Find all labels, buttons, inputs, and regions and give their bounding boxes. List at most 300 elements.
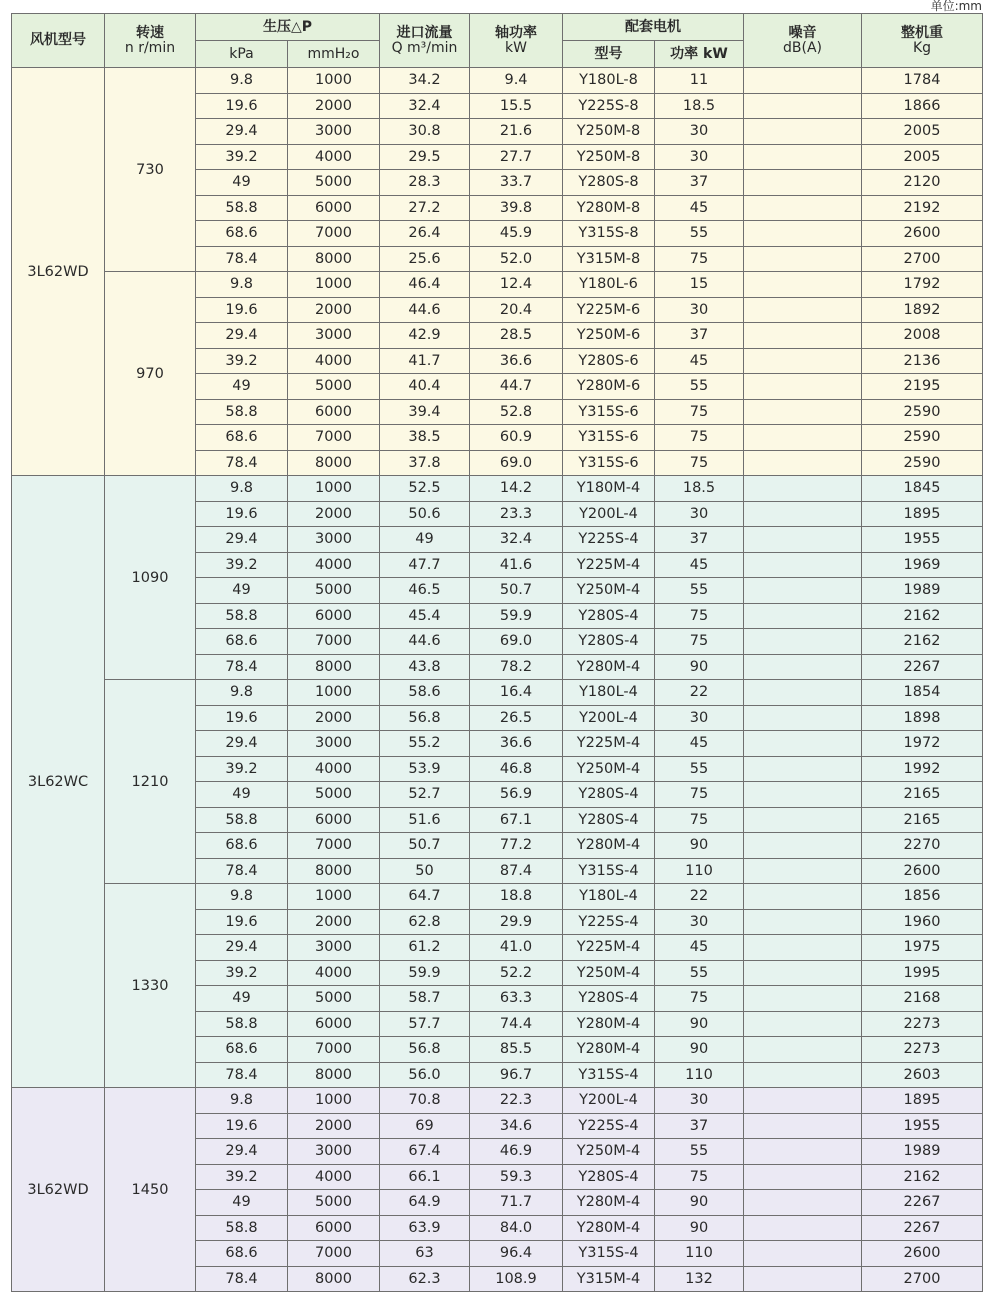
cell-motor-power: 75 [655,782,744,808]
cell-kpa: 9.8 [196,68,288,94]
cell-motor-type: Y225M-4 [563,935,655,961]
cell-flow: 63.9 [380,1215,470,1241]
cell-flow: 43.8 [380,654,470,680]
cell-model: 3L62WD [12,1088,105,1292]
cell-motor-power: 22 [655,680,744,706]
cell-kpa: 39.2 [196,960,288,986]
header-speed: 转速 n r/min [105,14,196,68]
cell-motor-power: 11 [655,68,744,94]
cell-speed: 1210 [105,680,196,884]
cell-weight: 2600 [862,221,983,247]
cell-motor-type: Y225S-4 [563,909,655,935]
cell-flow: 58.7 [380,986,470,1012]
header-mmh2o: mmH₂o [288,41,380,68]
cell-shaft-power: 33.7 [470,170,563,196]
cell-mmh2o: 1000 [288,68,380,94]
cell-mmh2o: 7000 [288,833,380,859]
cell-flow: 47.7 [380,552,470,578]
cell-motor-type: Y180L-4 [563,680,655,706]
cell-kpa: 78.4 [196,654,288,680]
cell-kpa: 49 [196,374,288,400]
cell-noise [744,170,862,196]
cell-weight: 2005 [862,144,983,170]
cell-mmh2o: 8000 [288,450,380,476]
cell-motor-power: 30 [655,501,744,527]
cell-speed: 970 [105,272,196,476]
cell-mmh2o: 1000 [288,884,380,910]
cell-motor-type: Y225S-8 [563,93,655,119]
cell-motor-power: 75 [655,807,744,833]
cell-flow: 62.3 [380,1266,470,1292]
cell-shaft-power: 56.9 [470,782,563,808]
header-flow: 进口流量 Q m³/min [380,14,470,68]
cell-mmh2o: 3000 [288,119,380,145]
cell-noise [744,1190,862,1216]
header-weight: 整机重 Kg [862,14,983,68]
cell-flow: 56.8 [380,705,470,731]
cell-kpa: 49 [196,1190,288,1216]
cell-motor-type: Y315S-6 [563,450,655,476]
cell-shaft-power: 45.9 [470,221,563,247]
cell-noise [744,246,862,272]
table-row [12,476,983,502]
cell-motor-type: Y280M-4 [563,1011,655,1037]
cell-motor-power: 90 [655,654,744,680]
cell-shaft-power: 69.0 [470,450,563,476]
cell-kpa: 19.6 [196,297,288,323]
cell-motor-power: 30 [655,705,744,731]
cell-noise [744,221,862,247]
cell-kpa: 19.6 [196,501,288,527]
cell-kpa: 29.4 [196,935,288,961]
table-row [12,884,983,910]
cell-weight: 2267 [862,1215,983,1241]
cell-shaft-power: 77.2 [470,833,563,859]
cell-motor-power: 55 [655,960,744,986]
cell-shaft-power: 71.7 [470,1190,563,1216]
cell-kpa: 29.4 [196,119,288,145]
cell-kpa: 19.6 [196,705,288,731]
cell-mmh2o: 3000 [288,323,380,349]
cell-weight: 2120 [862,170,983,196]
cell-noise [744,399,862,425]
cell-motor-power: 45 [655,552,744,578]
cell-flow: 58.6 [380,680,470,706]
cell-flow: 46.5 [380,578,470,604]
cell-noise [744,858,862,884]
cell-motor-type: Y280M-6 [563,374,655,400]
cell-motor-power: 110 [655,858,744,884]
cell-kpa: 39.2 [196,552,288,578]
cell-motor-type: Y200L-4 [563,501,655,527]
cell-weight: 1955 [862,1113,983,1139]
cell-motor-type: Y280S-4 [563,807,655,833]
table-header [12,14,983,68]
cell-noise [744,1164,862,1190]
cell-weight: 1866 [862,93,983,119]
cell-speed: 730 [105,68,196,272]
unit-label: 单位:mm [930,0,982,13]
cell-kpa: 19.6 [196,909,288,935]
cell-shaft-power: 52.8 [470,399,563,425]
cell-motor-type: Y250M-4 [563,1139,655,1165]
cell-weight: 2700 [862,246,983,272]
cell-kpa: 39.2 [196,144,288,170]
cell-noise [744,578,862,604]
cell-motor-power: 75 [655,246,744,272]
cell-weight: 2600 [862,1241,983,1267]
cell-mmh2o: 5000 [288,986,380,1012]
cell-kpa: 78.4 [196,1266,288,1292]
cell-kpa: 49 [196,578,288,604]
cell-mmh2o: 6000 [288,195,380,221]
cell-weight: 2603 [862,1062,983,1088]
cell-motor-power: 45 [655,195,744,221]
cell-shaft-power: 20.4 [470,297,563,323]
cell-mmh2o: 7000 [288,1241,380,1267]
cell-motor-type: Y280M-4 [563,1215,655,1241]
cell-weight: 1989 [862,578,983,604]
cell-weight: 1972 [862,731,983,757]
cell-motor-power: 90 [655,1190,744,1216]
cell-mmh2o: 5000 [288,1190,380,1216]
cell-flow: 38.5 [380,425,470,451]
cell-mmh2o: 8000 [288,1062,380,1088]
cell-noise [744,629,862,655]
cell-flow: 52.7 [380,782,470,808]
cell-motor-type: Y280M-4 [563,1190,655,1216]
cell-noise [744,1011,862,1037]
cell-shaft-power: 34.6 [470,1113,563,1139]
cell-flow: 63 [380,1241,470,1267]
cell-mmh2o: 5000 [288,374,380,400]
cell-flow: 70.8 [380,1088,470,1114]
cell-weight: 1892 [862,297,983,323]
cell-weight: 2273 [862,1037,983,1063]
cell-mmh2o: 4000 [288,348,380,374]
cell-noise [744,884,862,910]
cell-motor-power: 55 [655,578,744,604]
cell-motor-type: Y250M-4 [563,960,655,986]
cell-weight: 2590 [862,399,983,425]
cell-motor-power: 75 [655,603,744,629]
cell-noise [744,68,862,94]
cell-weight: 2267 [862,654,983,680]
cell-mmh2o: 4000 [288,552,380,578]
cell-flow: 57.7 [380,1011,470,1037]
cell-flow: 26.4 [380,221,470,247]
cell-noise [744,960,862,986]
cell-flow: 51.6 [380,807,470,833]
cell-kpa: 39.2 [196,348,288,374]
cell-weight: 2195 [862,374,983,400]
cell-shaft-power: 16.4 [470,680,563,706]
cell-flow: 49 [380,527,470,553]
cell-kpa: 29.4 [196,323,288,349]
cell-motor-type: Y280S-4 [563,603,655,629]
cell-weight: 2273 [862,1011,983,1037]
cell-shaft-power: 39.8 [470,195,563,221]
cell-motor-type: Y280S-4 [563,782,655,808]
cell-mmh2o: 4000 [288,144,380,170]
cell-motor-type: Y250M-8 [563,119,655,145]
cell-flow: 29.5 [380,144,470,170]
cell-weight: 1856 [862,884,983,910]
cell-weight: 2165 [862,807,983,833]
cell-mmh2o: 3000 [288,1139,380,1165]
cell-flow: 30.8 [380,119,470,145]
cell-motor-type: Y315S-4 [563,1062,655,1088]
cell-shaft-power: 87.4 [470,858,563,884]
header-shaft-power: 轴功率 kW [470,14,563,68]
cell-weight: 1960 [862,909,983,935]
cell-noise [744,450,862,476]
cell-noise [744,552,862,578]
cell-motor-power: 45 [655,731,744,757]
cell-shaft-power: 32.4 [470,527,563,553]
cell-noise [744,833,862,859]
cell-kpa: 58.8 [196,603,288,629]
cell-flow: 25.6 [380,246,470,272]
cell-motor-type: Y225S-4 [563,527,655,553]
cell-weight: 1895 [862,1088,983,1114]
cell-flow: 62.8 [380,909,470,935]
header-motor-type: 型号 [563,41,655,68]
cell-shaft-power: 85.5 [470,1037,563,1063]
cell-noise [744,756,862,782]
cell-motor-power: 37 [655,170,744,196]
cell-motor-type: Y280M-4 [563,833,655,859]
cell-shaft-power: 96.4 [470,1241,563,1267]
cell-weight: 1898 [862,705,983,731]
cell-noise [744,680,862,706]
cell-motor-type: Y250M-4 [563,756,655,782]
cell-motor-type: Y315S-4 [563,1241,655,1267]
cell-noise [744,527,862,553]
cell-weight: 2005 [862,119,983,145]
cell-flow: 66.1 [380,1164,470,1190]
cell-weight: 2590 [862,425,983,451]
cell-mmh2o: 5000 [288,578,380,604]
cell-weight: 1854 [862,680,983,706]
cell-weight: 1895 [862,501,983,527]
cell-flow: 44.6 [380,629,470,655]
cell-kpa: 78.4 [196,450,288,476]
cell-shaft-power: 60.9 [470,425,563,451]
cell-noise [744,1062,862,1088]
cell-noise [744,909,862,935]
cell-motor-type: Y315S-6 [563,399,655,425]
fan-spec-table [11,13,983,1292]
cell-shaft-power: 50.7 [470,578,563,604]
cell-shaft-power: 59.3 [470,1164,563,1190]
cell-flow: 59.9 [380,960,470,986]
cell-flow: 27.2 [380,195,470,221]
cell-mmh2o: 6000 [288,399,380,425]
cell-shaft-power: 96.7 [470,1062,563,1088]
cell-motor-power: 37 [655,1113,744,1139]
cell-shaft-power: 41.6 [470,552,563,578]
header-motor-power: 功率 kW [655,41,744,68]
cell-mmh2o: 8000 [288,654,380,680]
cell-noise [744,986,862,1012]
cell-motor-power: 30 [655,119,744,145]
cell-motor-power: 37 [655,323,744,349]
cell-shaft-power: 15.5 [470,93,563,119]
cell-kpa: 9.8 [196,680,288,706]
cell-shaft-power: 74.4 [470,1011,563,1037]
cell-motor-power: 55 [655,374,744,400]
cell-noise [744,1113,862,1139]
cell-shaft-power: 46.8 [470,756,563,782]
cell-weight: 2700 [862,1266,983,1292]
cell-motor-type: Y250M-4 [563,578,655,604]
cell-shaft-power: 63.3 [470,986,563,1012]
cell-motor-power: 90 [655,1037,744,1063]
cell-kpa: 9.8 [196,1088,288,1114]
cell-noise [744,1088,862,1114]
cell-mmh2o: 5000 [288,170,380,196]
cell-weight: 1975 [862,935,983,961]
cell-motor-type: Y225M-4 [563,731,655,757]
cell-mmh2o: 7000 [288,425,380,451]
cell-noise [744,348,862,374]
cell-flow: 28.3 [380,170,470,196]
cell-mmh2o: 8000 [288,858,380,884]
cell-shaft-power: 36.6 [470,731,563,757]
cell-noise [744,1241,862,1267]
cell-motor-power: 45 [655,935,744,961]
cell-noise [744,501,862,527]
cell-shaft-power: 59.9 [470,603,563,629]
cell-flow: 50.6 [380,501,470,527]
cell-motor-power: 30 [655,297,744,323]
cell-shaft-power: 28.5 [470,323,563,349]
header-motor: 配套电机 [563,14,744,41]
cell-shaft-power: 27.7 [470,144,563,170]
cell-motor-power: 75 [655,1164,744,1190]
cell-mmh2o: 7000 [288,1037,380,1063]
cell-motor-type: Y180L-4 [563,884,655,910]
cell-flow: 55.2 [380,731,470,757]
cell-noise [744,705,862,731]
cell-kpa: 58.8 [196,195,288,221]
cell-kpa: 58.8 [196,1215,288,1241]
cell-kpa: 49 [196,170,288,196]
cell-motor-power: 90 [655,1215,744,1241]
header-noise: 噪音 dB(A) [744,14,862,68]
cell-model: 3L62WD [12,68,105,476]
cell-flow: 34.2 [380,68,470,94]
cell-mmh2o: 5000 [288,782,380,808]
cell-motor-power: 55 [655,756,744,782]
cell-motor-power: 18.5 [655,93,744,119]
cell-kpa: 29.4 [196,1139,288,1165]
cell-weight: 2168 [862,986,983,1012]
cell-flow: 37.8 [380,450,470,476]
cell-motor-type: Y180L-6 [563,272,655,298]
cell-noise [744,935,862,961]
table-row [12,272,983,298]
cell-motor-type: Y225M-4 [563,552,655,578]
cell-motor-power: 15 [655,272,744,298]
cell-mmh2o: 6000 [288,807,380,833]
cell-shaft-power: 21.6 [470,119,563,145]
cell-flow: 46.4 [380,272,470,298]
cell-kpa: 9.8 [196,884,288,910]
cell-noise [744,323,862,349]
cell-mmh2o: 8000 [288,246,380,272]
cell-mmh2o: 2000 [288,909,380,935]
cell-kpa: 58.8 [196,1011,288,1037]
cell-weight: 1995 [862,960,983,986]
cell-kpa: 68.6 [196,425,288,451]
cell-model: 3L62WC [12,476,105,1088]
cell-motor-power: 90 [655,833,744,859]
cell-flow: 56.0 [380,1062,470,1088]
cell-mmh2o: 3000 [288,935,380,961]
cell-kpa: 9.8 [196,476,288,502]
cell-speed: 1090 [105,476,196,680]
cell-mmh2o: 2000 [288,1113,380,1139]
cell-mmh2o: 6000 [288,603,380,629]
cell-kpa: 68.6 [196,1037,288,1063]
cell-weight: 2192 [862,195,983,221]
cell-shaft-power: 36.6 [470,348,563,374]
cell-motor-type: Y280S-4 [563,986,655,1012]
cell-mmh2o: 7000 [288,221,380,247]
cell-shaft-power: 52.2 [470,960,563,986]
header-kpa: kPa [196,41,288,68]
cell-flow: 56.8 [380,1037,470,1063]
cell-kpa: 68.6 [196,1241,288,1267]
cell-noise [744,1037,862,1063]
cell-shaft-power: 69.0 [470,629,563,655]
cell-noise [744,782,862,808]
cell-flow: 61.2 [380,935,470,961]
cell-motor-power: 37 [655,527,744,553]
cell-motor-power: 75 [655,986,744,1012]
cell-motor-power: 30 [655,144,744,170]
cell-noise [744,654,862,680]
cell-motor-power: 110 [655,1062,744,1088]
cell-motor-power: 75 [655,425,744,451]
cell-noise [744,144,862,170]
cell-kpa: 39.2 [196,756,288,782]
cell-noise [744,1266,862,1292]
cell-motor-type: Y250M-6 [563,323,655,349]
cell-motor-type: Y280S-8 [563,170,655,196]
cell-weight: 2590 [862,450,983,476]
cell-motor-power: 90 [655,1011,744,1037]
cell-mmh2o: 2000 [288,93,380,119]
cell-shaft-power: 22.3 [470,1088,563,1114]
cell-motor-power: 75 [655,629,744,655]
cell-motor-power: 45 [655,348,744,374]
cell-shaft-power: 23.3 [470,501,563,527]
cell-mmh2o: 6000 [288,1011,380,1037]
cell-motor-type: Y180M-4 [563,476,655,502]
cell-flow: 32.4 [380,93,470,119]
cell-weight: 1969 [862,552,983,578]
cell-flow: 64.7 [380,884,470,910]
cell-kpa: 58.8 [196,807,288,833]
cell-noise [744,731,862,757]
cell-motor-power: 75 [655,450,744,476]
cell-weight: 1955 [862,527,983,553]
cell-kpa: 19.6 [196,1113,288,1139]
cell-noise [744,1215,862,1241]
